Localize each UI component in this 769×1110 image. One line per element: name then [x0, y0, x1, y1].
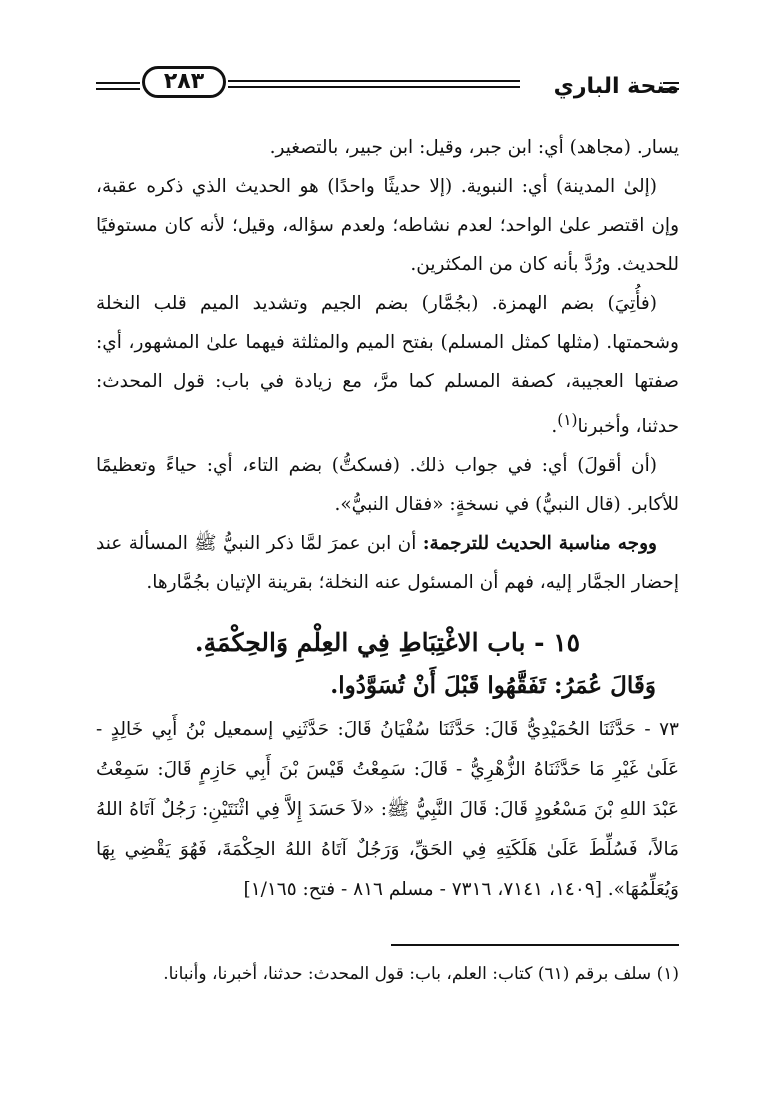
footnote — [96, 956, 679, 992]
paragraph — [96, 524, 679, 602]
paragraph: (إلىٰ المدينة) أي: النبوية. (إلا حديثًا واحدًا) هو الحديث الذي ذكره عقبة، وإن اقتصر علىٰ الواحد؛ لعدم نشاطه؛ ولعدم سؤاله، وقيل؛ لأنه كان مستوفيًا للحديث. ورُدَّ بأنه كان من المكثرين. — [96, 176, 679, 275]
paragraph: (فأُتِيَ) بضم الهمزة. (بجُمَّار) بضم الجيم وتشديد الميم قلب النخلة وشحمتها. (مثلها كمثل المسلم) بفتح الميم والمثلثة فيهما علىٰ المشهور، أي: صفتها العجيبة، كصفة المسلم كما مرَّ، مع زيادة في باب: قول المحدث: حدثنا، وأخبرنا$^{(١)}$. — [96, 293, 679, 438]
chapter-heading: ١٥ - باب الاغْتِبَاطِ فِي العِلْمِ وَالحِكْمَةِ. — [194, 628, 581, 657]
page-header — [96, 62, 679, 112]
paragraph-text: أن ابن عمرَ لمَّا ذكر النبيُّ ﷺ المسألة عند إحضار الجمَّار إليه، فهم أن المسئول عنه النخلة؛ بقرينة الإتيان بجُمَّارها. — [96, 533, 679, 594]
commentary-text — [96, 128, 679, 602]
umar-quote: وَقَالَ عُمَرُ: تَفَقَّهُوا قَبْلَ أَنْ تُسَوَّدُوا. — [330, 672, 656, 699]
footnote-text: (١) سلف برقم (٦١) كتاب: العلم، باب: قول المحدث: حدثنا، أخبرنا، وأنبانا. — [163, 964, 679, 984]
header-rule — [96, 82, 140, 84]
header-rule — [228, 80, 520, 82]
header-rule — [228, 86, 520, 88]
header-rule — [96, 88, 140, 90]
footnote-divider — [391, 944, 679, 946]
section-label: ووجه مناسبة الحديث للترجمة: — [422, 533, 657, 555]
paragraph: (أن أقولَ) أي: في جواب ذلك. (فسكتُّ) بضم التاء، أي: حياءً وتعظيمًا للأكابر. (قال النبيُّ) في نسخةٍ: «فقال النبيُّ». — [96, 455, 679, 516]
book-title: منحة الباري — [553, 74, 679, 99]
hadith-paragraph: ٧٣ - حَدَّثَنَا الحُمَيْدِيُّ قَالَ: حَدَّثَنَا سُفْيَانُ قَالَ: حَدَّثَنِي إسمعيل بْنُ أَبِي خَالِدٍ - عَلَىٰ غَيْرِ مَا حَدَّثَنَاهُ الزُّهْرِيُّ - قَالَ: سَمِعْتُ قَيْسَ بْنَ أَبِي حَازِمٍ قَالَ: سَمِعْتُ عَبْدَ اللهِ بْنَ مَسْعُودٍ قَالَ: قَالَ النَّبِيُّ ﷺ: «لاَ حَسَدَ إِلاَّ فِي اثْنَتَيْنِ: رَجُلٌ آتَاهُ اللهُ مَالاً، فَسُلِّطَ عَلَىٰ هَلَكَتِهِ فِي الحَقِّ، وَرَجُلٌ آتَاهُ اللهُ الحِكْمَةَ، فَهُوَ يَقْضِي بِهَا وَيُعَلِّمُهَا». [١٤٠٩، ٧١٤١، ٧٣١٦ - مسلم ٨١٦ - فتح: ١/١٦٥] — [96, 719, 679, 900]
footnote-reference: (١) — [557, 411, 578, 429]
page-number-badge: ٢٨٣ — [142, 66, 226, 98]
hadith-text — [96, 710, 679, 910]
paragraph: يسار. (مجاهد) أي: ابن جبر، وقيل: ابن جبير، بالتصغير. — [269, 137, 679, 158]
paragraph-text: (فأُتِيَ) بضم الهمزة. (بجُمَّار) بضم الجيم وتشديد الميم قلب النخلة وشحمتها. (مثلها كمثل المسلم) بفتح الميم والمثلثة فيهما علىٰ المشهور، أي: صفتها العجيبة، كصفة المسلم كما مرَّ، مع زيادة في باب: قول المحدث: حدثنا، وأخبرنا — [96, 293, 679, 438]
